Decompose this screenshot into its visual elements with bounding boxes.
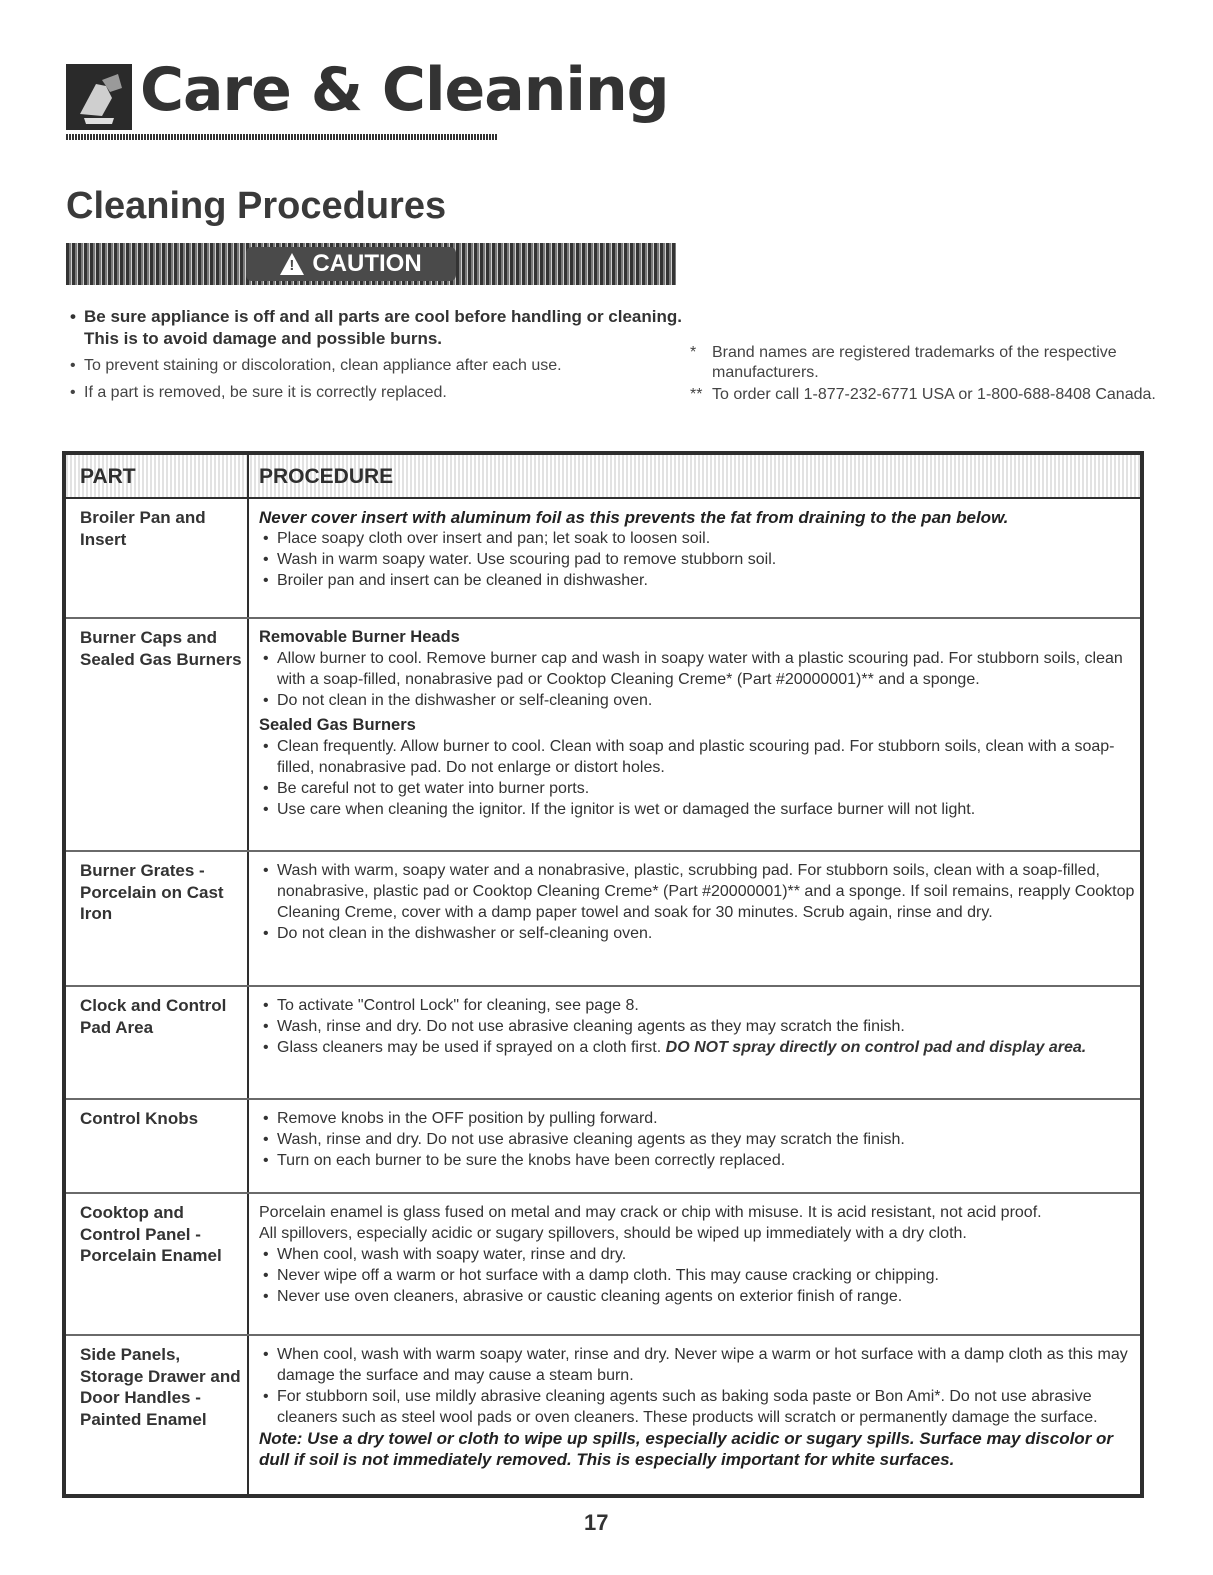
section-title: Cleaning Procedures [66,185,447,227]
procedure-list [259,1108,1139,1171]
part-name: Burner Caps and Sealed Gas Burners [80,628,242,669]
procedure-item: • For stubborn soil, use mildly abrasive cleaning agents such as baking soda paste or Bon Ami*. Do not use abrasive cleaners such as steel wool pads or oven cleaners. These products will scratch or permanently damage the surface. [259,1386,1139,1428]
procedure-item: • When cool, wash with warm soapy water, rinse and dry. Never wipe a warm or hot surface with a damp cloth as this may damage the surface and may cause a steam burn. [259,1344,1139,1386]
procedure-text [259,1108,1139,1171]
procedure-text [259,1202,1139,1307]
procedure-text [259,627,1139,820]
table-row [66,1192,1140,1334]
procedure-item: • Wash in warm soapy water. Use scouring pad to remove stubborn soil. [259,549,1139,570]
procedure-text [259,995,1139,1058]
procedure-item: • Use care when cleaning the ignitor. If the ignitor is wet or damaged the surface burner will not light. [259,799,1139,820]
procedure-item: • Wash with warm, soapy water and a nonabrasive, plastic, scrubbing pad. For stubborn soils, clean with a soap-filled, nonabrasive, plastic pad or Cooktop Cleaning Creme* (Part #20000001)** and a sponge. If soil remains, reapply Cooktop Cleaning Creme, cover with a damp paper towel and soak for 30 minutes. Scrub again, rinse and dry. [259,860,1139,923]
procedure-lead: Never cover insert with aluminum foil as this prevents the fat from draining to the pan below. [259,508,1009,527]
page-number: 17 [584,1510,609,1535]
procedure-subheading: Removable Burner Heads [259,628,460,646]
header-procedure: PROCEDURE [259,465,394,488]
part-name: Burner Grates - Porcelain on Cast Iron [80,861,224,923]
procedure-item: • Allow burner to cool. Remove burner cap and wash in soapy water with a plastic scouring pad. For stubborn soils, clean with a soap-filled, nonabrasive pad or Cooktop Cleaning Creme* (Part #20000001)** and a sponge. [259,648,1139,690]
procedure-list [259,1344,1139,1428]
procedure-item: • Wash, rinse and dry. Do not use abrasive cleaning agents as they may scratch the finish. [259,1129,1139,1150]
table-row [66,1098,1140,1192]
part-name: Control Knobs [80,1109,199,1128]
page-header-title: Care & Cleaning [140,55,669,125]
procedure-text [259,1344,1139,1470]
procedure-item: • Clean frequently. Allow burner to cool. Clean with soap and plastic scouring pad. For stubborn soils, clean with a soap-filled, nonabrasive pad. Do not enlarge or distort holes. [259,736,1139,778]
footnotes [690,343,1160,407]
caution-item: • If a part is removed, be sure it is correctly replaced. [66,382,686,404]
table-row [66,1334,1140,1494]
procedure-item: • To activate "Control Lock" for cleaning, see page 8. [259,995,1139,1016]
procedure-text [259,860,1139,944]
procedure-item: • Do not clean in the dishwasher or self-cleaning oven. [259,923,1139,944]
procedure-list [259,736,1139,820]
table-header [66,455,1140,499]
procedure-item: • Be careful not to get water into burner ports. [259,778,1139,799]
cleaning-procedures-table [62,451,1144,1498]
procedure-list [259,648,1139,711]
part-name: Clock and Control Pad Area [80,996,227,1037]
caution-item: • Be sure appliance is off and all parts are cool before handling or cleaning. This is to avoid damage and possible burns. [66,306,686,350]
cleaning-hand-icon [66,64,132,130]
footnote [690,343,1160,383]
procedure-item: • Remove knobs in the OFF position by pulling forward. [259,1108,1139,1129]
footnote-mark: * [690,344,697,361]
part-name: Cooktop and Control Panel - Porcelain Enamel [80,1203,222,1265]
procedure-subheading: Sealed Gas Burners [259,716,416,734]
part-name: Side Panels, Storage Drawer and Door Handles - Painted Enamel [80,1345,241,1429]
table-row [66,617,1140,850]
procedure-item: • Place soapy cloth over insert and pan; let soak to loosen soil. [259,528,1139,549]
procedure-note: Note: Use a dry towel or cloth to wipe up spills, especially acidic or sugary spills. Surface may discolor or dull if soil is not immediately removed. This is especially important for white surfaces. [259,1429,1114,1469]
procedure-item: • Turn on each burner to be sure the knobs have been correctly replaced. [259,1150,1139,1171]
procedure-item: • Do not clean in the dishwasher or self-cleaning oven. [259,690,1139,711]
header-part: PART [80,465,136,488]
procedure-intro: All spillovers, especially acidic or sugary spillovers, should be wiped up immediately with a dry cloth. [259,1225,967,1242]
caution-item: • To prevent staining or discoloration, clean appliance after each use. [66,355,686,377]
caution-badge [246,247,456,281]
procedure-item-text: Glass cleaners may be used if sprayed on a cloth first. [277,1039,662,1056]
procedure-list [259,995,1139,1058]
procedure-list [259,860,1139,944]
table-row [66,850,1140,985]
warning-triangle-icon [280,253,304,275]
procedure-item: • Never wipe off a warm or hot surface with a damp cloth. This may cause cracking or chipping. [259,1265,1139,1286]
footnote [690,385,1160,405]
procedure-intro: Porcelain enamel is glass fused on metal and may crack or chip with misuse. It is acid resistant, not acid proof. [259,1204,1042,1221]
caution-list [66,306,686,409]
table-row [66,499,1140,617]
header-underline [66,134,498,140]
caution-label: CAUTION [312,250,422,277]
part-name: Broiler Pan and Insert [80,508,206,549]
footnote-text: To order call 1-877-232-6771 USA or 1-800-688-8408 Canada. [712,386,1156,403]
footnote-text: Brand names are registered trademarks of the respective manufacturers. [712,344,1117,381]
procedure-item: • Never use oven cleaners, abrasive or caustic cleaning agents on exterior finish of range. [259,1286,1139,1307]
procedure-text [259,507,1139,591]
procedure-item: • Broiler pan and insert can be cleaned in dishwasher. [259,570,1139,591]
procedure-warning: DO NOT spray directly on control pad and display area. [665,1039,1087,1056]
procedure-item: • When cool, wash with soapy water, rinse and dry. [259,1244,1139,1265]
procedure-list [259,528,1139,591]
table-row [66,985,1140,1098]
procedure-item: • Wash, rinse and dry. Do not use abrasive cleaning agents as they may scratch the finish. [259,1016,1139,1037]
procedure-item [259,1037,1139,1058]
procedure-list [259,1244,1139,1307]
footnote-mark: ** [690,386,703,403]
